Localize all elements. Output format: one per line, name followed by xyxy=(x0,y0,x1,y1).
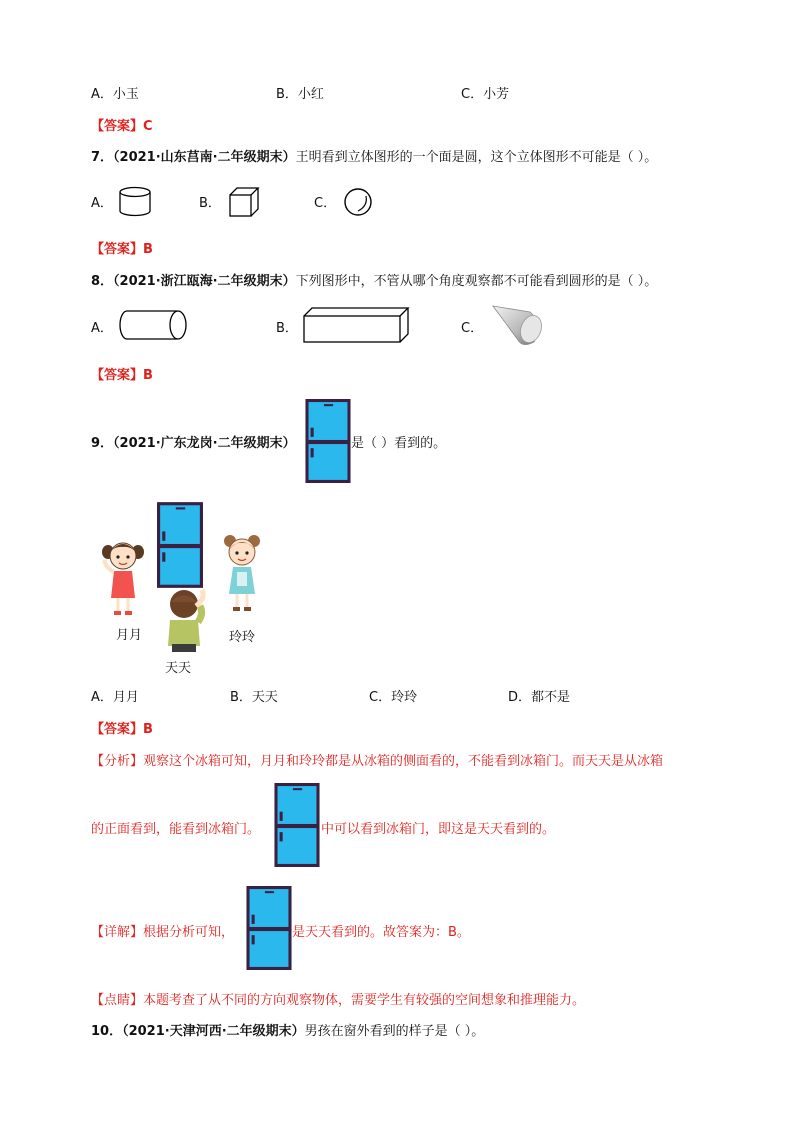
q9-source: （2021·广东龙岗·二年级期末） xyxy=(113,436,296,451)
q9-option-a: A．月月 xyxy=(91,690,139,705)
q8-number: 8． xyxy=(91,274,114,289)
name-yueyue: 月月 xyxy=(116,628,143,643)
name-lingling: 玲玲 xyxy=(229,630,256,645)
q6-answer xyxy=(91,115,153,134)
comment-label: 【点睛】 xyxy=(91,993,144,1008)
q8-text: 下列图形中，不管从哪个角度观察都不可能看到圆形的是（ ）。 xyxy=(295,274,658,289)
q9-analysis-line2b: 中可以看到冰箱门，即这是天天看到的。 xyxy=(321,822,556,837)
fridge-illustration-icon xyxy=(157,502,203,588)
answer-label: 【答案】 xyxy=(91,722,144,737)
q9-question-prefix xyxy=(91,432,296,451)
q7-text: 王明看到立体图形的一个面是圆，这个立体图形不可能是（ ）。 xyxy=(295,150,658,165)
q9-detail xyxy=(91,921,234,940)
answer-value: B xyxy=(143,368,153,383)
answer-value: B xyxy=(143,722,153,737)
q9-detail-b: 是天天看到的。故答案为：B。 xyxy=(292,925,470,940)
q6-option-b: B．小红 xyxy=(276,87,324,102)
fridge-front-icon xyxy=(305,399,351,483)
name-tiantian: 天天 xyxy=(165,661,192,676)
q7-option-a-label: A． xyxy=(91,196,113,211)
q7-question xyxy=(91,146,657,165)
q10-text: 男孩在窗外看到的样子是（ ）。 xyxy=(304,1024,485,1039)
q9-option-d: D．都不是 xyxy=(508,690,571,705)
answer-label: 【答案】 xyxy=(91,368,144,383)
answer-value: C xyxy=(143,119,153,134)
girl-lingling-figure xyxy=(220,532,264,618)
q9-question-suffix: 是（ ）看到的。 xyxy=(351,436,447,451)
detail-label: 【详解】 xyxy=(91,925,144,940)
q7-option-c-label: C． xyxy=(314,196,337,211)
q9-comment xyxy=(91,989,585,1008)
detail-text-a: 根据分析可知， xyxy=(143,925,235,940)
comment-text: 本题考查了从不同的方向观察物体，需要学生有较强的空间想象和推理能力。 xyxy=(143,993,586,1008)
cone-icon xyxy=(490,302,546,350)
lying-cylinder-icon xyxy=(117,308,191,342)
answer-label: 【答案】 xyxy=(91,242,144,257)
cylinder-icon xyxy=(117,186,153,218)
q6-option-a: A．小玉 xyxy=(91,87,139,102)
q9-number: 9． xyxy=(91,436,114,451)
q10-number: 10． xyxy=(91,1024,123,1039)
cuboid-icon xyxy=(302,306,412,346)
cube-icon xyxy=(227,186,263,218)
q8-option-b-label: B． xyxy=(276,321,298,336)
analysis-label: 【分析】 xyxy=(91,754,144,769)
q7-source: （2021·山东莒南·二年级期末） xyxy=(113,150,296,165)
q10-source: （2021·天津河西·二年级期末） xyxy=(122,1024,305,1039)
q9-analysis-line2a: 的正面看到，能看到冰箱门。 xyxy=(91,822,261,837)
q6-option-c: C．小芳 xyxy=(461,87,510,102)
q9-option-c: C．玲玲 xyxy=(369,690,418,705)
q9-answer xyxy=(91,718,153,737)
answer-value: B xyxy=(143,242,153,257)
q8-option-c-label: C． xyxy=(461,321,484,336)
analysis-text-1: 观察这个冰箱可知，月月和玲玲都是从冰箱的侧面看的，不能看到冰箱门。而天天是从冰箱 xyxy=(143,754,664,769)
girl-yueyue-figure xyxy=(100,538,146,620)
q8-question xyxy=(91,270,657,289)
q8-source: （2021·浙江瓯海·二年级期末） xyxy=(113,274,296,289)
q7-number: 7． xyxy=(91,150,114,165)
fridge-front-icon xyxy=(274,783,320,867)
q8-option-a-label: A． xyxy=(91,321,113,336)
boy-tiantian-figure xyxy=(162,588,210,654)
sphere-icon xyxy=(342,186,376,218)
q7-answer xyxy=(91,238,153,257)
q10-question xyxy=(91,1020,484,1039)
fridge-front-icon xyxy=(246,886,292,970)
q9-analysis-line1 xyxy=(91,750,663,769)
q8-answer xyxy=(91,364,153,383)
q7-option-b-label: B． xyxy=(199,196,221,211)
answer-label: 【答案】 xyxy=(91,119,144,134)
q9-option-b: B．天天 xyxy=(230,690,278,705)
